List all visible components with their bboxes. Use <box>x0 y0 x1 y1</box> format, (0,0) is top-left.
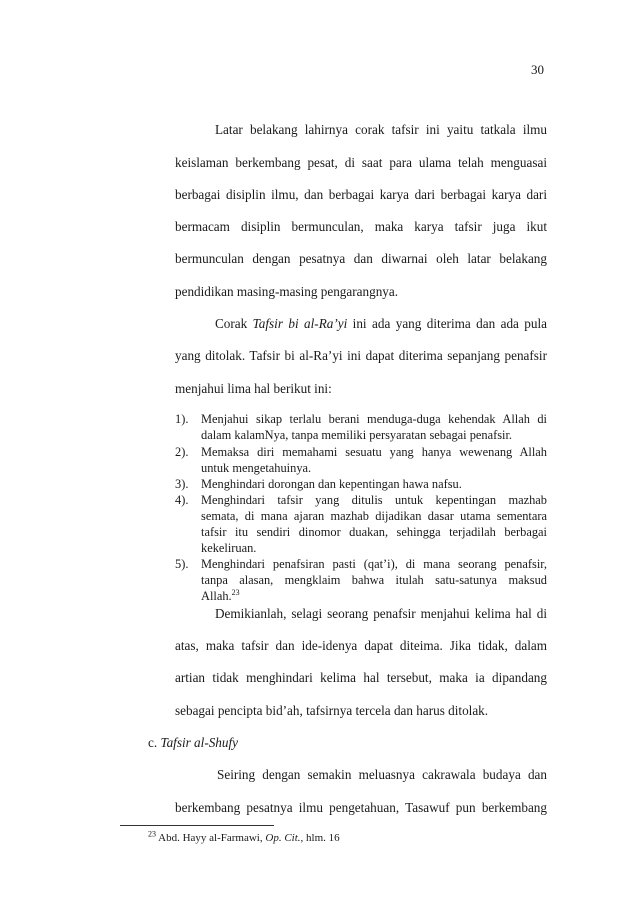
paragraph-1-line-1: Latar belakang lahirnya corak tafsir ini yaitu tatkala ilmu <box>215 122 547 137</box>
list-item-line: tafsir itu sendiri dinomor duakan, sehingga terjadilah berbagai <box>201 525 547 539</box>
list-item-line: Menghindari dorongan dan kepentingan hawa nafsu. <box>201 477 462 491</box>
list-item-line: Menghindari tafsir yang ditulis untuk kepentingan mazhab <box>201 493 547 507</box>
paragraph-3-line-1: Demikianlah, selagi seorang penafsir menjahui kelima hal di <box>215 606 547 621</box>
section-title: Tafsir al-Shufy <box>160 735 239 750</box>
list-item-line <box>201 589 547 604</box>
list-item-number: 3). <box>175 477 189 491</box>
footnote-number: 23 <box>148 829 156 839</box>
paragraph-2-line-2: yang ditolak. Tafsir bi al-Ra’yi ini dapat diterima sepanjang penafsir <box>175 348 547 363</box>
paragraph-3-line-3: artian tidak menghindari kelima hal tersebut, maka ia dipandang <box>175 670 547 685</box>
section-label: c. <box>148 735 161 750</box>
footnote-divider <box>120 825 274 826</box>
paragraph-1-line-6: pendidikan masing-masing pengarangnya. <box>175 284 399 299</box>
list-item-line: tanpa alasan, mengklaim bahwa itulah satu-satunya maksud <box>201 573 547 587</box>
list-item-line: Memaksa diri memahami sesuatu yang hanya wewenang Allah <box>201 445 547 459</box>
paragraph-3-line-4: sebagai pencipta bid’ah, tafsirnya tercela dan harus ditolak. <box>175 703 489 718</box>
list-item-number: 2). <box>175 445 189 459</box>
paragraph-2-line-1 <box>215 316 547 332</box>
paragraph-2-text: Corak <box>215 316 253 331</box>
paragraph-2-line-3: menjahui lima hal berikut ini: <box>175 381 332 396</box>
paragraph-1-line-4: bermacam disiplin bermunculan, maka karya tafsir juga ikut <box>175 219 547 234</box>
paragraph-4-line-2: berkembang pesatnya ilmu pengetahuan, Tasawuf pun berkembang <box>175 800 547 815</box>
list-item-line: dalam kalamNya, tanpa memiliki persyaratan sebagai penafsir. <box>201 428 513 442</box>
list-item-line: semata, di mana ajaran mazhab dijadikan dasar utama sementara <box>201 509 547 523</box>
paragraph-3-line-2: atas, maka tafsir dan ide-idenya dapat diteima. Jika tidak, dalam <box>175 638 547 653</box>
list-item-line: Menjahui sikap terlalu berani menduga-duga kehendak Allah di <box>201 412 547 426</box>
paragraph-1-line-5: bermunculan dengan pesatnya dan diwarnai oleh latar belakang <box>175 251 547 266</box>
paragraph-1-line-2: keislaman berkembang pesat, di saat para ulama telah menguasai <box>175 155 547 170</box>
list-item-number: 1). <box>175 412 189 426</box>
list-item-text: Allah. <box>201 589 232 603</box>
footnote-reference: 23 <box>231 587 240 597</box>
paragraph-2-text: ini ada yang diterima dan ada pula <box>347 316 548 331</box>
list-item-line: kekeliruan. <box>201 541 257 555</box>
list-item-line: untuk mengetahuinya. <box>201 461 312 475</box>
list-item-number: 4). <box>175 493 189 507</box>
paragraph-4-line-1: Seiring dengan semakin meluasnya cakrawala budaya dan <box>217 767 547 782</box>
footnote-text: Abd. Hayy al-Farmawi, <box>156 832 266 844</box>
footnote-citation: Op. Cit. <box>265 832 301 844</box>
section-heading <box>148 735 238 751</box>
list-item-line: Menghindari penafsiran pasti (qat’i), di mana seorang penafsir, <box>201 557 547 571</box>
term-tafsir-bi-al-rayi: Tafsir bi al-Ra’yi <box>252 316 348 331</box>
footnote-text: , hlm. 16 <box>300 832 340 844</box>
page-number: 30 <box>531 62 544 77</box>
footnote <box>148 829 340 844</box>
list-item-number: 5). <box>175 557 189 571</box>
paragraph-1-line-3: berbagai disiplin ilmu, dan berbagai karya dari berbagai karya dari <box>175 187 547 202</box>
